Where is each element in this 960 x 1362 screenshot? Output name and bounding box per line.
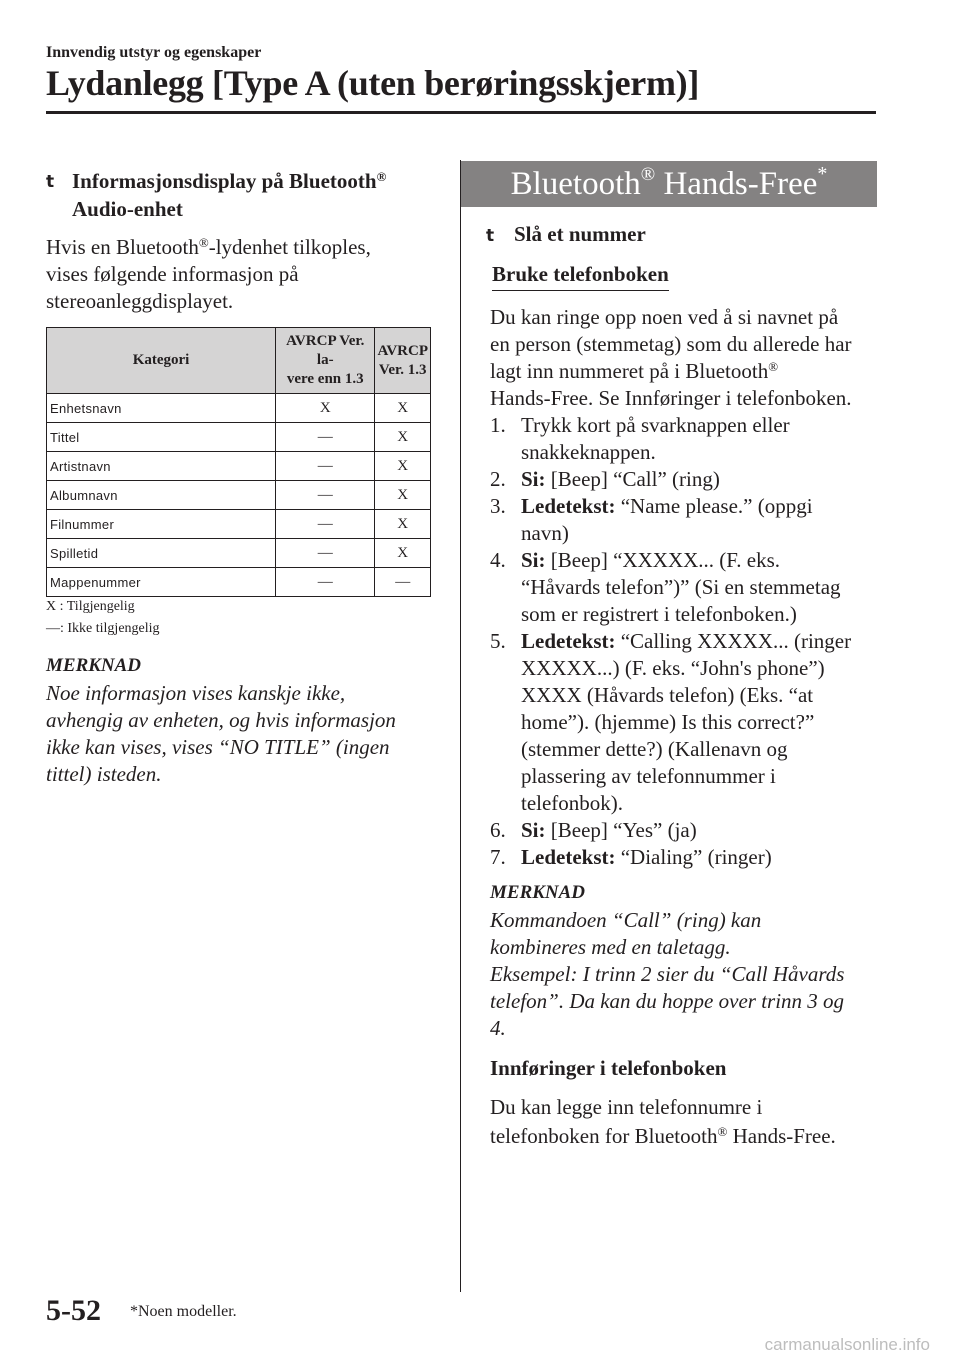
header-avrcp-old	[276, 328, 375, 394]
list-item	[490, 844, 885, 871]
table-row	[47, 568, 431, 597]
section-marker: t	[486, 226, 495, 246]
table-cell: —	[276, 539, 375, 568]
note-line: kombineres med en taletagg.	[490, 935, 731, 959]
banner-text2: Hands-Free	[655, 166, 818, 202]
table-row	[47, 539, 431, 568]
step-text: [Beep] “Yes” (ja)	[545, 818, 697, 842]
step-text: XXXXX...) (F. eks. “John's phone”)	[521, 656, 825, 680]
note-line: tittel) isteden.	[46, 762, 162, 786]
step-label: Ledetekst:	[521, 845, 616, 869]
step-text: navn)	[521, 521, 569, 545]
registered-mark: ®	[717, 1124, 728, 1139]
header-avrcp-13	[375, 328, 431, 394]
phonebook-entries-heading: Innføringer i telefonboken	[490, 1056, 727, 1080]
dial-steps-list	[490, 412, 885, 871]
section-marker: t	[46, 172, 55, 192]
registered-mark: ®	[640, 164, 656, 185]
step-text: “Calling XXXXX... (ringer	[615, 629, 852, 653]
section-label: Innvendig utstyr og egenskaper	[46, 44, 262, 61]
legend-available: X : Tilgjengelig	[46, 599, 135, 614]
table-cell: Spilletid	[47, 539, 276, 568]
header-category: Kategori	[47, 328, 276, 394]
step-text: snakkeknappen.	[521, 440, 656, 464]
bluetooth-handsfree-banner	[461, 161, 877, 207]
step-text: plassering av telefonnummer i	[521, 764, 776, 788]
table-cell: X	[375, 452, 431, 481]
intro-line2: vises følgende informasjon på	[46, 262, 299, 286]
table-header-row	[47, 328, 431, 394]
list-item	[490, 466, 885, 493]
table-cell: X	[276, 394, 375, 423]
table-legend	[46, 596, 160, 640]
right-note-title: MERKNAD	[490, 882, 586, 903]
step-number: 3.	[490, 494, 506, 518]
step-label: Si:	[521, 548, 546, 572]
table-cell: —	[375, 568, 431, 597]
table-cell: X	[375, 481, 431, 510]
table-row	[47, 452, 431, 481]
page-number: 5-52	[46, 1294, 101, 1327]
header-avrcp-13-line2: Ver. 1.3	[378, 361, 427, 378]
left-note-title: MERKNAD	[46, 655, 142, 676]
header-avrcp-13-line1: AVRCP	[377, 342, 428, 359]
note-line: Noe informasjon vises kanskje ikke,	[46, 681, 346, 705]
step-text: [Beep] “Call” (ring)	[545, 467, 720, 491]
left-heading-line1: Informasjonsdisplay på Bluetooth	[72, 169, 377, 193]
step-number: 6.	[490, 818, 506, 842]
para-line-text: telefonboken for Bluetooth	[490, 1124, 718, 1148]
para-line	[490, 1123, 890, 1150]
footnote-asterisk: *	[817, 163, 828, 185]
step-text: (stemmer dette?) (Kallenavn og	[521, 737, 788, 761]
registered-mark: ®	[376, 169, 387, 184]
list-item	[490, 493, 885, 547]
note-line: avhengig av enheten, og hvis informasjon	[46, 708, 396, 732]
left-intro	[46, 234, 446, 315]
header-avrcp-old-line2: vere enn 1.3	[286, 371, 364, 387]
table-cell: Enhetsnavn	[47, 394, 276, 423]
list-item	[490, 628, 885, 817]
step-number: 5.	[490, 629, 506, 653]
table-cell: Mappenummer	[47, 568, 276, 597]
registered-mark: ®	[768, 359, 779, 374]
legend-unavailable: —: Ikke tilgjengelig	[46, 621, 160, 636]
left-heading-line2: Audio-enhet	[72, 197, 183, 221]
intro-part1: Hvis en Bluetooth	[46, 235, 199, 259]
intro-line3: stereoanleggdisplayet.	[46, 289, 234, 313]
list-item	[490, 412, 885, 466]
table-cell: —	[276, 568, 375, 597]
footnote: *Noen modeller.	[130, 1303, 237, 1320]
table-cell: —	[276, 423, 375, 452]
table-cell: X	[375, 539, 431, 568]
step-number: 4.	[490, 548, 506, 572]
right-note-text	[490, 907, 890, 1042]
step-label: Ledetekst:	[521, 494, 616, 518]
phonebook-entries-text	[490, 1094, 890, 1150]
info-table	[46, 327, 431, 597]
para-line-end: Hands-Free.	[727, 1124, 836, 1148]
right-heading: Slå et nummer	[514, 222, 646, 246]
step-label: Si:	[521, 818, 546, 842]
registered-mark: ®	[198, 235, 209, 250]
right-intro	[490, 304, 880, 412]
intro-line-text: lagt inn nummeret på i Bluetooth	[490, 359, 769, 383]
note-line: 4.	[490, 1016, 506, 1040]
note-line: Eksempel: I trinn 2 sier du “Call Håvards	[490, 962, 845, 986]
step-text: [Beep] “XXXXX... (F. eks.	[545, 548, 781, 572]
step-number: 2.	[490, 467, 506, 491]
step-text: “Name please.” (oppgi	[615, 494, 813, 518]
table-cell: —	[276, 510, 375, 539]
header-avrcp-old-line1: AVRCP Ver. la-	[286, 333, 365, 368]
step-text: Trykk kort på svarknappen eller	[521, 413, 790, 437]
banner-text: Bluetooth	[510, 166, 641, 202]
intro-line	[490, 358, 880, 385]
phonebook-subhead-wrap	[492, 262, 669, 291]
table-cell: X	[375, 423, 431, 452]
title-rule	[46, 111, 876, 114]
step-text: telefonbok).	[521, 791, 624, 815]
note-line: ikke kan vises, vises “NO TITLE” (ingen	[46, 735, 390, 759]
step-text: som er registrert i telefonboken.)	[521, 602, 797, 626]
phonebook-subhead: Bruke telefonboken	[492, 262, 669, 291]
table-cell: Tittel	[47, 423, 276, 452]
table-row	[47, 423, 431, 452]
step-text: “Dialing” (ringer)	[615, 845, 772, 869]
table-cell: —	[276, 452, 375, 481]
step-number: 1.	[490, 413, 506, 437]
intro-line: Du kan ringe opp noen ved å si navnet på	[490, 305, 839, 329]
intro-line: Hands-Free. Se Innføringer i telefonboken.	[490, 386, 852, 410]
table-row	[47, 394, 431, 423]
list-item	[490, 817, 885, 844]
note-line: Kommandoen “Call” (ring) kan	[490, 908, 762, 932]
table-cell: Filnummer	[47, 510, 276, 539]
step-text: XXXX (Håvards telefon) (Eks. “at	[521, 683, 814, 707]
left-note-text	[46, 680, 456, 788]
table-cell: X	[375, 394, 431, 423]
step-label: Si:	[521, 467, 546, 491]
column-divider	[460, 160, 461, 1292]
step-label: Ledetekst:	[521, 629, 616, 653]
intro-part2: -lydenhet tilkoples,	[208, 235, 371, 259]
para-line: Du kan legge inn telefonnumre i	[490, 1095, 763, 1119]
table-cell: Albumnavn	[47, 481, 276, 510]
note-line: telefon”. Da kan du hoppe over trinn 3 og	[490, 989, 845, 1013]
page-title: Lydanlegg [Type A (uten berøringsskjerm)]	[46, 63, 700, 103]
table-cell: Artistnavn	[47, 452, 276, 481]
table-row	[47, 510, 431, 539]
watermark: carmanualsonline.info	[764, 1335, 930, 1354]
left-heading	[72, 167, 386, 223]
step-text: “Håvards telefon”)” (Si en stemmetag	[521, 575, 841, 599]
step-text: home”). (hjemme) Is this correct?”	[521, 710, 815, 734]
intro-line: en person (stemmetag) som du allerede har	[490, 332, 852, 356]
list-item	[490, 547, 885, 628]
table-cell: —	[276, 481, 375, 510]
table-row	[47, 481, 431, 510]
step-number: 7.	[490, 845, 506, 869]
table-cell: X	[375, 510, 431, 539]
